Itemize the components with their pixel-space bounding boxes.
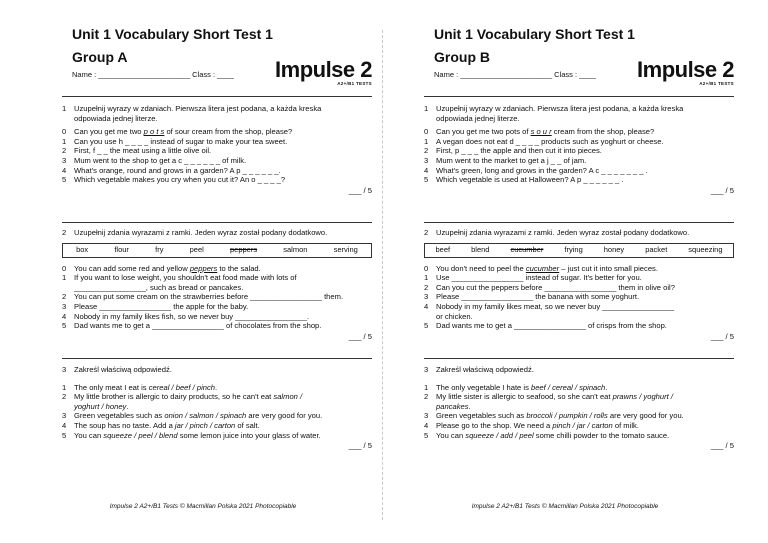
question-number: 2 xyxy=(62,146,67,156)
question-item xyxy=(62,283,372,293)
section-rule xyxy=(424,358,734,359)
instruction-text: Uzupełnij wyrazy w zdaniach. Pierwsza litera jest podana, a każda kreska xyxy=(74,104,322,113)
instruction-text: Zakreśl właściwą odpowiedź. xyxy=(436,365,534,374)
question-item xyxy=(424,283,734,293)
answer-options: beef / cereal / spinach xyxy=(530,382,606,392)
exercise-1 xyxy=(62,104,372,195)
question-item xyxy=(424,431,734,441)
example-answer: p o t s xyxy=(143,127,165,137)
question-item xyxy=(62,321,372,331)
question-text xyxy=(74,383,372,393)
exercise-2 xyxy=(424,228,734,341)
question-text-end: are very good for you. xyxy=(246,411,323,421)
question-text xyxy=(436,127,734,137)
question-item xyxy=(424,175,734,185)
question-text-end: some chilli powder to the tomato sauce. xyxy=(533,430,670,440)
answer-options: yoghurt / honey xyxy=(74,401,127,411)
answer-options: squeeze / add / peel xyxy=(465,430,534,440)
question-number: 1 xyxy=(62,382,67,392)
page-divider xyxy=(382,30,383,520)
name-class-line: Name : ______________________ Class : ____ xyxy=(72,70,234,79)
example-answer: cucumber xyxy=(525,263,560,273)
question-number: 3 xyxy=(62,301,67,311)
question-number xyxy=(424,312,436,322)
section-rule xyxy=(424,222,734,223)
question-number xyxy=(424,402,436,412)
question-item xyxy=(424,411,734,421)
question-text: What's orange, round and grows in a garden? A p _ _ _ _ _ _. xyxy=(74,165,281,175)
exercise-number: 1 xyxy=(424,104,429,113)
question-text-start: The soup has no taste. Add a xyxy=(74,420,175,430)
exercise-instruction xyxy=(62,104,372,114)
page-footer: Impulse 2 A2+/B1 Tests © Macmillan Polska 2021 Photocopiable xyxy=(109,503,297,510)
question-number xyxy=(62,402,74,412)
word-bank-item: honey xyxy=(603,245,625,255)
score-box: ___ / 5 xyxy=(348,185,372,195)
exercise-number: 3 xyxy=(62,365,67,374)
question-text xyxy=(74,421,372,431)
question-text-start: You don't need to peel the xyxy=(436,263,526,273)
question-text-start: Green vegetables such as xyxy=(74,411,165,421)
question-item xyxy=(424,383,734,393)
question-text-start: Green vegetables such as xyxy=(436,411,527,421)
question-text-end: . xyxy=(605,382,608,392)
question-number: 4 xyxy=(62,311,67,321)
question-text xyxy=(74,392,372,402)
question-item xyxy=(424,137,734,147)
question-number: 0 xyxy=(62,127,67,137)
question-text-start: My little brother is allergic to dairy products, so he can't eat xyxy=(74,392,274,402)
question-item xyxy=(62,402,372,412)
instruction-text: Zakreśl właściwą odpowiedź. xyxy=(74,365,172,374)
word-bank xyxy=(62,243,372,258)
test-group-b xyxy=(396,0,734,543)
question-item xyxy=(62,292,372,302)
question-number: 5 xyxy=(62,430,67,440)
question-text: Can you use h _ _ _ _ instead of sugar to make your tea sweet. xyxy=(74,136,288,146)
question-number: 3 xyxy=(424,155,429,165)
question-text: If you want to lose weight, you shouldn't eat food made with lots of xyxy=(74,273,297,283)
instruction-text: odpowiada jednej literze. xyxy=(74,113,158,123)
question-text xyxy=(74,264,372,274)
question-text xyxy=(436,392,734,402)
question-item xyxy=(62,146,372,156)
exercise-3 xyxy=(424,365,734,451)
question-item xyxy=(424,156,734,166)
exercise-instruction xyxy=(424,104,734,114)
question-item xyxy=(62,166,372,176)
question-item xyxy=(424,392,734,402)
question-item xyxy=(62,127,372,137)
question-item xyxy=(424,312,734,322)
question-item xyxy=(424,421,734,431)
question-number: 5 xyxy=(62,175,67,185)
name-class-line: Name : ______________________ Class : ____ xyxy=(434,70,596,79)
exercise-number: 3 xyxy=(424,365,429,374)
question-item xyxy=(424,321,734,331)
question-text: First, f _ _ the meat using a little olive oil. xyxy=(74,146,212,156)
question-item xyxy=(424,302,734,312)
question-number: 4 xyxy=(424,301,429,311)
answer-options: broccoli / pumpkin / rolls xyxy=(526,411,608,421)
word-bank-item: packet xyxy=(645,245,668,255)
logo-text: Impulse 2 xyxy=(275,57,372,82)
section-rule xyxy=(62,358,372,359)
question-text: Dad wants me to get a _________________ of chocolates from the shop. xyxy=(74,321,322,331)
exercise-instruction xyxy=(62,228,372,238)
question-number: 3 xyxy=(424,411,429,421)
word-bank-item: peel xyxy=(189,245,204,255)
question-item xyxy=(62,312,372,322)
score-box: ___ / 5 xyxy=(348,441,372,451)
question-text: What's green, long and grows in the garden? A c _ _ _ _ _ _ _ . xyxy=(436,165,648,175)
exercise-1 xyxy=(424,104,734,195)
question-number: 3 xyxy=(62,411,67,421)
word-bank-item: peppers xyxy=(229,245,258,255)
question-text: Mum went to the shop to get a c _ _ _ _ _ _ of milk. xyxy=(74,155,247,165)
question-text xyxy=(436,402,734,412)
exercise-number xyxy=(62,114,74,124)
question-text: _________________, such as bread or pancakes. xyxy=(74,282,244,292)
question-text: First, p _ _ _ the apple and then cut it into pieces. xyxy=(436,146,602,156)
question-item xyxy=(424,264,734,274)
question-number: 1 xyxy=(62,136,67,146)
question-text: Please _________________ the apple for the baby. xyxy=(74,301,249,311)
page-footer: Impulse 2 A2+/B1 Tests © Macmillan Polska 2021 Photocopiable xyxy=(471,503,659,510)
answer-options: pinch / jar / carton xyxy=(552,420,613,430)
question-item xyxy=(62,264,372,274)
question-text: Dad wants me to get a _________________ of crisps from the shop. xyxy=(436,321,667,331)
test-title: Unit 1 Vocabulary Short Test 1 xyxy=(434,26,635,42)
word-bank-item: cucumber xyxy=(510,245,544,255)
word-bank-item: beef xyxy=(435,245,451,255)
question-text: A vegan does not eat d _ _ _ _ products such as yoghurt or cheese. xyxy=(436,136,664,146)
question-number: 1 xyxy=(424,136,429,146)
question-item xyxy=(62,411,372,421)
score-box: ___ / 5 xyxy=(348,331,372,341)
answer-options: onion / salmon / spinach xyxy=(164,411,247,421)
question-number: 4 xyxy=(62,165,67,175)
answer-options: squeeze / peel / blend xyxy=(103,430,178,440)
question-text: Nobody in my family likes meat, so we never buy _________________ xyxy=(436,301,675,311)
question-text xyxy=(436,431,734,441)
word-bank xyxy=(424,243,734,258)
question-text-end: some lemon juice into your glass of water. xyxy=(177,430,321,440)
question-text xyxy=(74,431,372,441)
word-bank-item: box xyxy=(76,245,89,255)
question-text-end: to the salad. xyxy=(217,263,261,273)
question-text: or chicken. xyxy=(436,311,473,321)
question-item xyxy=(424,273,734,283)
answer-options: pancakes xyxy=(436,401,469,411)
question-item xyxy=(424,292,734,302)
question-number: 5 xyxy=(62,321,67,331)
score-box: ___ / 5 xyxy=(710,185,734,195)
question-text-start: The only meat I eat is xyxy=(74,382,149,392)
question-number: 5 xyxy=(424,175,429,185)
question-number: 1 xyxy=(424,382,429,392)
question-number: 4 xyxy=(62,420,67,430)
exercise-3 xyxy=(62,365,372,451)
section-rule xyxy=(424,96,734,97)
question-number: 4 xyxy=(424,165,429,175)
question-number: 1 xyxy=(62,273,67,283)
section-rule xyxy=(62,96,372,97)
answer-options: prawns / yoghurt / xyxy=(612,392,673,402)
question-text-end: . xyxy=(126,401,129,411)
question-text-start: You can xyxy=(436,430,466,440)
question-item xyxy=(62,392,372,402)
question-text xyxy=(74,411,372,421)
question-number xyxy=(62,283,74,293)
exercise-instruction xyxy=(424,114,734,124)
question-number: 4 xyxy=(424,420,429,430)
answer-options: salmon / xyxy=(273,392,303,402)
word-bank-item: squeezing xyxy=(688,245,723,255)
question-text-start: My little sister is allergic to seafood, so she can't eat xyxy=(436,392,613,402)
example-answer: peppers xyxy=(189,263,218,273)
question-text-end: . xyxy=(468,401,471,411)
exercise-2 xyxy=(62,228,372,341)
question-text-end: of sour cream from the shop, please? xyxy=(164,127,293,137)
question-text: Which vegetable is used at Halloween? A p _ _ _ _ _ _ . xyxy=(436,175,624,185)
question-text-end: are very good for you. xyxy=(607,411,684,421)
word-bank-item: fry xyxy=(155,245,164,255)
logo-text: Impulse 2 xyxy=(637,57,734,82)
question-number: 1 xyxy=(424,273,429,283)
question-text-start: Can you get me two pots of xyxy=(436,127,531,137)
question-text xyxy=(436,264,734,274)
question-number: 0 xyxy=(424,263,429,273)
question-number: 2 xyxy=(424,392,429,402)
exercise-instruction xyxy=(424,365,734,375)
question-number: 2 xyxy=(62,292,67,302)
answer-options: jar / pinch / carton xyxy=(174,420,236,430)
score-box: ___ / 5 xyxy=(710,441,734,451)
word-bank-item: frying xyxy=(564,245,583,255)
question-text-start: You can xyxy=(74,430,104,440)
section-rule xyxy=(62,222,372,223)
exercise-number: 2 xyxy=(62,228,67,237)
group-label: Group B xyxy=(434,49,490,65)
question-text: Nobody in my family likes fish, so we never buy _________________. xyxy=(74,311,310,321)
instruction-text: Uzupełnij zdania wyrazami z ramki. Jeden wyraz został podany dodatkowo. xyxy=(436,228,690,237)
impulse-logo xyxy=(275,58,372,86)
score-box: ___ / 5 xyxy=(710,331,734,341)
instruction-text: odpowiada jednej literze. xyxy=(436,113,520,123)
question-text: Please _________________ the banana with some yoghurt. xyxy=(436,292,640,302)
group-label: Group A xyxy=(72,49,128,65)
question-text-start: Can you get me two xyxy=(74,127,144,137)
question-number: 2 xyxy=(424,282,429,292)
question-text xyxy=(74,127,372,137)
question-text xyxy=(74,402,372,412)
question-number: 2 xyxy=(424,146,429,156)
instruction-text: Uzupełnij zdania wyrazami z ramki. Jeden wyraz został podany dodatkowo. xyxy=(74,228,328,237)
exercise-number: 2 xyxy=(424,228,429,237)
exercise-instruction xyxy=(424,228,734,238)
question-number: 5 xyxy=(424,321,429,331)
question-text: Use _________________ instead of sugar. It's better for you. xyxy=(436,273,642,283)
question-text-end: of salt. xyxy=(235,420,260,430)
question-text: You can put some cream on the strawberries before _________________ them. xyxy=(74,292,344,302)
question-text: Which vegetable makes you cry when you cut it? An o _ _ _ _? xyxy=(74,175,286,185)
question-item xyxy=(62,137,372,147)
question-number: 3 xyxy=(424,292,429,302)
question-item xyxy=(62,383,372,393)
question-text xyxy=(436,411,734,421)
question-number: 2 xyxy=(62,392,67,402)
word-bank-item: blend xyxy=(471,245,490,255)
question-text-end: of milk. xyxy=(612,420,639,430)
question-text-end: – just cut it into small pieces. xyxy=(559,263,658,273)
word-bank-item: salmon xyxy=(283,245,308,255)
question-number: 0 xyxy=(62,263,67,273)
question-item xyxy=(424,146,734,156)
question-number: 3 xyxy=(62,155,67,165)
exercise-instruction xyxy=(62,114,372,124)
question-number: 5 xyxy=(424,430,429,440)
question-text-start: Please go to the shop. We need a xyxy=(436,420,553,430)
instruction-text: Uzupełnij wyrazy w zdaniach. Pierwsza litera jest podana, a każda kreska xyxy=(436,104,684,113)
question-text-start: You can add some red and yellow xyxy=(74,263,190,273)
question-item xyxy=(62,421,372,431)
impulse-logo xyxy=(637,58,734,86)
answer-options: cereal / beef / pinch xyxy=(148,382,215,392)
question-text: Can you cut the peppers before _________________ them in olive oil? xyxy=(436,282,675,292)
exercise-instruction xyxy=(62,365,372,375)
logo-subtitle: A2+/B1 TESTS xyxy=(337,81,372,86)
question-item xyxy=(424,166,734,176)
question-item xyxy=(62,273,372,283)
question-item xyxy=(62,175,372,185)
test-group-a xyxy=(34,0,372,543)
question-item xyxy=(62,302,372,312)
question-text-end: cream from the shop, please? xyxy=(551,127,655,137)
exercise-number: 1 xyxy=(62,104,67,113)
question-text-end: . xyxy=(215,382,218,392)
question-item xyxy=(424,402,734,412)
question-text xyxy=(436,383,734,393)
question-number: 0 xyxy=(424,127,429,137)
question-item xyxy=(424,127,734,137)
logo-subtitle: A2+/B1 TESTS xyxy=(699,81,734,86)
word-bank-item: flour xyxy=(114,245,129,255)
example-answer: s o u r xyxy=(530,127,552,137)
test-title: Unit 1 Vocabulary Short Test 1 xyxy=(72,26,273,42)
question-text xyxy=(436,421,734,431)
word-bank-item: serving xyxy=(333,245,358,255)
question-text: Mum went to the market to get a j _ _ of jam. xyxy=(436,155,587,165)
question-item xyxy=(62,156,372,166)
question-item xyxy=(62,431,372,441)
question-text-start: The only vegetable I hate is xyxy=(436,382,531,392)
exercise-number xyxy=(424,114,436,124)
